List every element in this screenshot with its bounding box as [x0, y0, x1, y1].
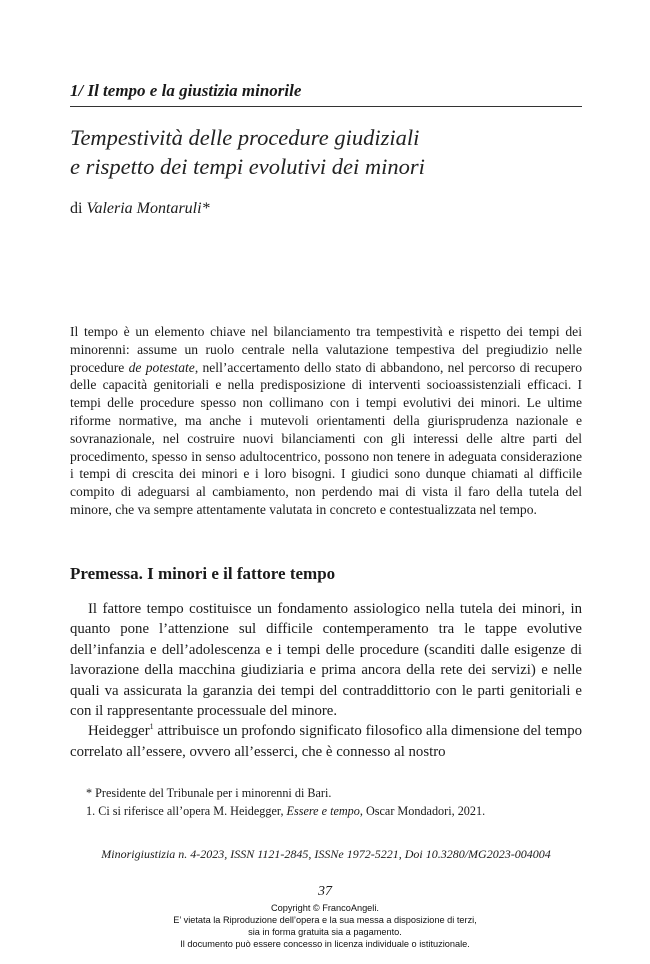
article-title — [70, 123, 582, 181]
byline-prefix: di — [70, 200, 87, 217]
title-line-2: e rispetto dei tempi evolutivi dei minori — [70, 154, 425, 179]
page-number: 37 — [318, 884, 332, 899]
footnotes — [70, 784, 582, 820]
byline — [70, 199, 582, 219]
copyright-line-1: Copyright © FrancoAngeli. — [271, 903, 379, 913]
footnote-1-suffix: , Oscar Mondadori, 2021. — [359, 804, 486, 818]
body-text — [70, 599, 582, 762]
paragraph-2-text: attribuisce un profondo significato filosofico alla dimensione del tempo correlato all’essere, ovvero all’esserci, che è connesso al nostro — [70, 723, 582, 760]
paragraph-1: Il fattore tempo costituisce un fondamento assiologico nella tutela dei minori, in quanto pone l’attenzione sul difficile contemperamento tra le tappe evolutive dell’infanzia e dell’adolescenza e i tempi delle procedure (scanditi dalle esigenze di lavorazione della macchina giudiziaria e prima ancora della rete dei servizi) e nelle quali va assicurata la garanzia dei tempi del contraddittorio con le parti genitoriali e con il rappresentante processuale del minore. — [70, 601, 582, 720]
footnote-star: * Presidente del Tribunale per i minorenni di Bari. — [86, 786, 332, 800]
author-name: Valeria Montaruli* — [86, 200, 210, 217]
paragraph-2 — [70, 721, 582, 762]
copyright-line-3: sia in forma gratuita sia a pagamento. — [248, 927, 402, 937]
heidegger-word: Heidegger — [88, 723, 150, 740]
title-line-1: Tempestività delle procedure giudiziali — [70, 125, 420, 150]
section-heading: Premessa. I minori e il fattore tempo — [70, 564, 336, 583]
abstract — [70, 323, 582, 519]
section-header: 1/ Il tempo e la giustizia minorile — [70, 80, 582, 107]
copyright-line-2: E’ vietata la Riproduzione dell’opera e la sua messa a disposizione di terzi, — [173, 915, 477, 925]
footnote-1 — [70, 802, 582, 820]
abstract-text-2: , nell’accertamento dello stato di abbandono, nel percorso di recupero delle capacità genitoriali e nella predisposizione di interventi socioassistenziali efficaci. I tempi delle procedure spesso non collimano con i tempi evolutivi dei minori. Le ultime riforme normative, ma anche i mutevoli orientamenti della giurisprudenza nazionale e sovranazionale, nel costruire nuovi bilanciamenti con gli interessi delle altre parti del procedimento, spesso in senso adultocentrico, possono non tenere in adeguata considerazione i tempi di crescita dei minori e i loro bisogni. I giudici sono dunque chiamati al difficile compito di adeguarsi al cambiamento, non perdendo mai di vista il faro della tutela del minore, che va sempre attentamente valutata in concreto e contestualizzata nel tempo. — [70, 359, 582, 517]
footnote-1-prefix: 1. Ci si riferisce all’opera M. Heidegger, — [86, 804, 287, 818]
copyright-line-4: Il documento può essere concesso in licenza individuale o istituzionale. — [180, 939, 470, 949]
footnote-ref-1[interactable]: 1 — [149, 722, 154, 732]
abstract-text-1: Il tempo è un elemento chiave nel bilanciamento tra tempestività e rispetto dei tempi dei minorenni: assume un ruolo centrale nella valutazione tempestiva del pregiudizio nelle procedure — [70, 324, 582, 375]
abstract-emphasis: de potestate — [128, 359, 195, 375]
journal-citation: Minorigiustizia n. 4-2023, ISSN 1121-2845, ISSNe 1972-5221, Doi 10.3280/MG2023-004004 — [101, 847, 551, 861]
copyright-notice — [0, 902, 650, 950]
footnote-1-title: Essere e tempo — [286, 804, 360, 818]
